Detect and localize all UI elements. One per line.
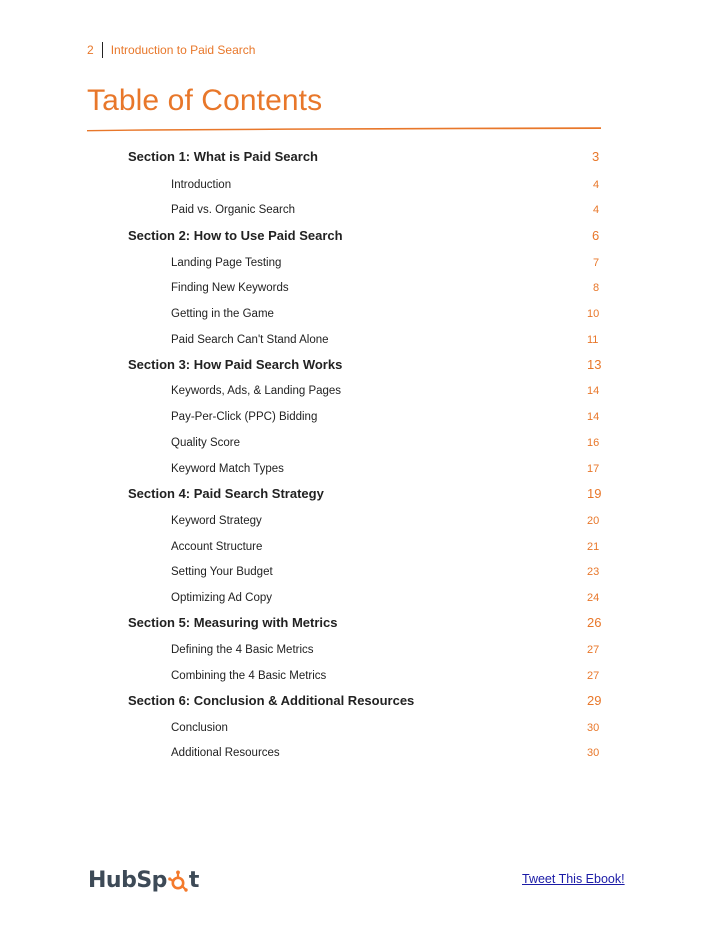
toc-entry-page: 29 [587,693,602,708]
toc-entry-label: Optimizing Ad Copy [171,592,272,604]
toc-entry-page: 4 [593,179,600,191]
toc-entry-page: 8 [593,282,600,294]
toc-entry-label: Keyword Match Types [171,463,284,475]
toc-entry-page: 23 [587,566,600,578]
toc-entry-label: Section 5: Measuring with Metrics [128,615,338,630]
toc-entry-page: 17 [587,463,600,475]
page-number: 2 [87,43,94,57]
toc-entry-label: Landing Page Testing [171,257,282,269]
toc-entry-label: Finding New Keywords [171,282,289,294]
toc-entry-label: Introduction [171,179,232,191]
toc-entry-label: Section 2: How to Use Paid Search [128,228,343,243]
toc-entry-label: Paid vs. Organic Search [171,204,296,216]
toc-entry-label: Section 6: Conclusion & Additional Resources [128,693,415,708]
toc-entry-label: Setting Your Budget [171,566,273,578]
toc-entry-page: 21 [587,541,600,553]
toc-entry-label: Keywords, Ads, & Landing Pages [171,385,342,397]
toc-title: Table of Contents [87,84,323,117]
toc-entry-page: 30 [587,747,600,759]
toc-entry-page: 4 [593,204,600,216]
toc-entry-page: 24 [587,592,600,604]
toc-entry-label: Quality Score [171,437,241,449]
tweet-ebook-link[interactable]: Tweet This Ebook! [522,872,625,886]
toc-entry-page: 19 [587,486,602,501]
toc-entry-label: Additional Resources [171,747,280,759]
toc-entry-page: 30 [587,722,600,734]
toc-entry-page: 11 [587,334,599,346]
toc-entry-page: 6 [592,228,600,243]
toc-entry-page: 3 [592,149,600,164]
toc-entry-page: 20 [587,515,600,527]
toc-entry-label: Pay-Per-Click (PPC) Bidding [171,411,318,423]
logo-wordmark [88,868,199,893]
toc-entry-label: Keyword Strategy [171,515,262,527]
toc-entry-page: 26 [587,615,602,630]
toc-entry-page: 7 [593,257,600,269]
sprocket-icon [168,870,188,892]
toc-entry-label: Section 3: How Paid Search Works [128,357,343,372]
toc-entry-label: Conclusion [171,722,228,734]
toc-entry-page: 27 [587,670,600,682]
toc-entry-label: Section 4: Paid Search Strategy [128,486,324,501]
toc-entry-label: Combining the 4 Basic Metrics [171,670,327,682]
toc-entry-page: 27 [587,644,600,656]
toc-entry-label: Getting in the Game [171,308,274,320]
toc-entry-page: 10 [587,308,600,320]
toc-entry-page: 14 [587,385,600,397]
toc-entry-page: 14 [587,411,600,423]
header-title: Introduction to Paid Search [110,43,256,57]
toc-entry-label: Paid Search Can't Stand Alone [171,334,329,346]
toc-entry-label: Section 1: What is Paid Search [128,149,318,164]
logo-text-left: HubSp [88,868,167,893]
toc-entry-label: Defining the 4 Basic Metrics [171,644,314,656]
logo-text-right: t [188,868,199,893]
toc-entry-page: 16 [587,437,600,449]
toc-entry-label: Account Structure [171,541,263,553]
toc-entry-page: 13 [587,357,602,372]
hubspot-logo [88,868,199,893]
